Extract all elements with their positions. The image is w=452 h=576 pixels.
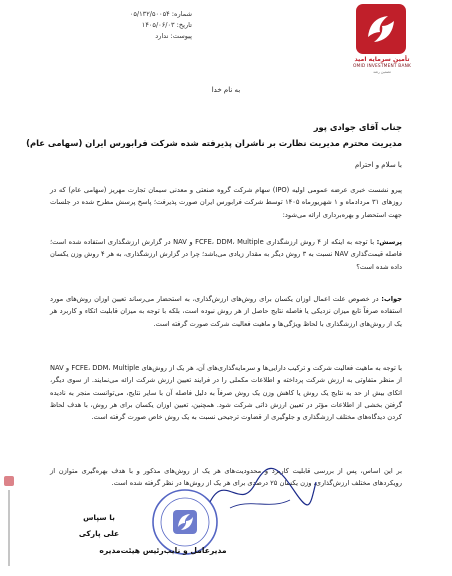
vertical-logo-watermark-icon — [2, 474, 16, 570]
letter-attachment: پیوست: ندارد — [155, 32, 192, 40]
intro-paragraph: پیرو نشست خبری عرضه عمومی اولیه (IPO) سهام شرکت گروه صنعتی و معدنی سیمان تجارت مهریز (سهامی عام) که در روزهای ۳۱ مردادماه و ۱ شهریورماه ۱۴۰۵ توسط شرکت فرابورس ایران صورت پذیرفت؛ پاسخ پرسش مطرح شده در جلسات جهت استحضار و بهره‌برداری ارائه می‌شود: — [50, 186, 403, 219]
brand-name-fa: تأمین سرمایه امید — [354, 56, 410, 63]
greeting: با سلام و احترام — [354, 161, 402, 169]
methods-paragraph: با توجه به ماهیت فعالیت شرکت و ترکیب دارایی‌ها و سرمایه‌گذاری‌های آن، هر یک از روش‌های FCFE، DDM، Multiple و NAV از منظر متفاوتی به ارزش شرکت پرداخته و اطلاعات مکملی را در فرایند تعیین ارزش شرکت ارائه می‌نمایند. از سوی دیگر، اتکای بیش از حد به نتایج یک روش یا کاهش وزن یک روش صرفاً به دلیل فاصله آن با سایر نتایج، می‌توانست منجر به نادیده گرفتن بخشی از اطلاعات مؤثر در تعیین ارزش ذاتی شرکت شود. همچنین، تعیین اوزان یکسان برای هر روش، با هدف لحاظ کردن دیدگاه‌های مختلف ارزشگذاری و جلوگیری از قضاوت ترجیحی نسبت به یک روش خاص صورت گرفته است. — [50, 364, 402, 422]
brand-name-en: OMID INVESTMENT BANK — [352, 64, 412, 69]
letter-meta — [72, 9, 192, 42]
bismillah: به نام خدا — [211, 86, 241, 94]
answer-text: در خصوص علت اعمال اوزان یکسان برای روش‌های ارزش‌گذاری، به استحضار می‌رساند تعیین اوزان روش‌های مورد استفاده صرفاً تابع میزان نزدیکی یا فاصله نتایج حاصل از هر روش نبوده است، بلکه با توجه به میزان قابلیت اتکاء و کاربرد هر یک از روش‌های ارزشگذاری با لحاظ ویژگی‌ها و ماهیت فعالیت شرکت صورت گرفته است. — [50, 295, 402, 328]
closing: با سپاس — [83, 513, 115, 522]
question-paragraph — [50, 236, 402, 273]
answer-paragraph — [50, 293, 402, 330]
question-text: با توجه به اینکه از ۴ روش ارزشگذاری FCFE، DDM، Multiple و NAV در گزارش ارزشگذاری استفاده شده است؛ فاصله قیمت‌گذاری NAV نسبت به ۳ روش دیگر به مقدار زیادی می‌باشد؛ چرا در گزارش ارزشگذاری، به هر ۴ روش وزن یکسان داده شده است؟ — [50, 238, 402, 271]
recipient-name: جناب آقای جوادی پور — [313, 122, 402, 132]
question-label: پرسش: — [376, 238, 403, 246]
conclusion-paragraph: بر این اساس، پس از بررسی قابلیت کاربرد و محدودیت‌های هر یک از روش‌های مذکور و با هدف بهره‌گیری متوازن از رویکردهای مختلف ارزش‌گذاری، وزن یکسان ۲۵ درصدی برای هر یک از روش‌ها در نظر گرفته شده است. — [50, 467, 402, 488]
letter-date: تاریخ: ۱۴۰۵/۰۶/۰۳ — [141, 21, 192, 29]
signatory-title: مدیرعامل و نایب‌رئیس هیئت‌مدیره — [99, 546, 227, 555]
recipient-title: مدیریت محترم مدیریت نظارت بر ناشران پذیرفته شده شرکت فرابورس ایران (سهامی عام) — [26, 138, 402, 148]
brand-tagline: تضمین رشد — [373, 70, 391, 74]
answer-label: جواب: — [381, 295, 402, 303]
letter-number: شماره: ۰۵/۱۳۲/۵۰۰۵۴ — [129, 10, 192, 18]
signatory-name: علی پارکی — [78, 529, 120, 538]
